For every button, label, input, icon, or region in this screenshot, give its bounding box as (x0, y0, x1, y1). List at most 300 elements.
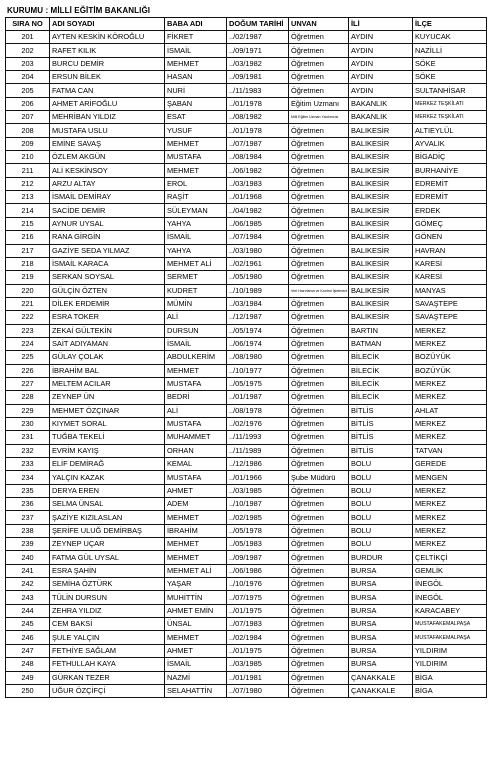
cell-baba-adi: İSMAİL (165, 337, 227, 350)
cell-ilce: GÖMEÇ (413, 217, 487, 230)
cell-adi-soyadi: YALÇIN KAZAK (50, 471, 165, 484)
cell-adi-soyadi: ESRA ŞAHİN (50, 564, 165, 577)
cell-unvan: Öğretmen (289, 297, 349, 310)
cell-dogum-tarihi: ../02/1976 (227, 417, 289, 430)
cell-ilce: MERKEZ (413, 484, 487, 497)
cell-unvan: Öğretmen (289, 351, 349, 364)
cell-ilce: YILDIRIM (413, 658, 487, 671)
cell-ilce: İNEGÖL (413, 578, 487, 591)
cell-ili: BALIKESİR (349, 257, 413, 270)
cell-baba-adi: MEHMET (165, 164, 227, 177)
cell-sira-no: 225 (6, 351, 50, 364)
cell-adi-soyadi: KIYMET SORAL (50, 417, 165, 430)
cell-unvan: Öğretmen (289, 538, 349, 551)
cell-ilce: MERKEZ (413, 538, 487, 551)
cell-ilce: GÖNEN (413, 231, 487, 244)
cell-sira-no: 231 (6, 431, 50, 444)
cell-ili: BİLECİK (349, 351, 413, 364)
cell-adi-soyadi: AYNUR UYSAL (50, 217, 165, 230)
cell-baba-adi: MEHMET (165, 137, 227, 150)
cell-sira-no: 208 (6, 124, 50, 137)
cell-unvan: Öğretmen (289, 31, 349, 44)
cell-ili: BİLECİK (349, 364, 413, 377)
cell-ili: BAKANLIK (349, 111, 413, 124)
cell-adi-soyadi: ESRA TOKER (50, 311, 165, 324)
cell-adi-soyadi: ERSUN BİLEK (50, 71, 165, 84)
cell-baba-adi: SÜLEYMAN (165, 204, 227, 217)
cell-ili: BURSA (349, 578, 413, 591)
table-row (6, 284, 487, 297)
cell-baba-adi: ABDULKERİM (165, 351, 227, 364)
cell-ilce: MERKEZ (413, 511, 487, 524)
table-row (6, 417, 487, 430)
cell-adi-soyadi: FATMA CAN (50, 84, 165, 97)
cell-ilce: ÇELTİKÇİ (413, 551, 487, 564)
cell-baba-adi: MEHMET ALİ (165, 564, 227, 577)
cell-adi-soyadi: MEHMET ÖZÇINAR (50, 404, 165, 417)
cell-adi-soyadi: MEHRİBAN YILDIZ (50, 111, 165, 124)
cell-dogum-tarihi: ../05/1974 (227, 324, 289, 337)
cell-unvan: Şube Müdürü (289, 471, 349, 484)
cell-dogum-tarihi: ../10/1989 (227, 284, 289, 297)
personnel-table (5, 17, 487, 698)
cell-adi-soyadi: SAİT ADIYAMAN (50, 337, 165, 350)
cell-ili: BURSA (349, 631, 413, 644)
cell-unvan: Öğretmen (289, 458, 349, 471)
cell-baba-adi: SELAHATTİN (165, 684, 227, 697)
cell-baba-adi: MÜMİN (165, 297, 227, 310)
cell-ilce: MERKEZ (413, 417, 487, 430)
cell-dogum-tarihi: ../02/1985 (227, 511, 289, 524)
table-row (6, 564, 487, 577)
cell-sira-no: 212 (6, 177, 50, 190)
cell-ili: BURSA (349, 618, 413, 631)
cell-adi-soyadi: MUSTAFA USLU (50, 124, 165, 137)
cell-baba-adi: ADEM (165, 498, 227, 511)
cell-dogum-tarihi: ../05/1978 (227, 524, 289, 537)
table-row (6, 404, 487, 417)
table-row (6, 97, 487, 110)
cell-sira-no: 223 (6, 324, 50, 337)
cell-adi-soyadi: İSMAİL KARACA (50, 257, 165, 270)
table-row (6, 311, 487, 324)
cell-sira-no: 245 (6, 618, 50, 631)
cell-sira-no: 240 (6, 551, 50, 564)
cell-baba-adi: HASAN (165, 71, 227, 84)
cell-sira-no: 244 (6, 604, 50, 617)
cell-adi-soyadi: GAZİYE SEDA YILMAZ (50, 244, 165, 257)
cell-unvan: Öğretmen (289, 151, 349, 164)
table-row (6, 458, 487, 471)
cell-sira-no: 219 (6, 271, 50, 284)
col-header-dogum-tarihi: DOĞUM TARİHİ (227, 18, 289, 31)
cell-unvan: Öğretmen (289, 684, 349, 697)
cell-unvan: Öğretmen (289, 71, 349, 84)
cell-sira-no: 235 (6, 484, 50, 497)
cell-sira-no: 216 (6, 231, 50, 244)
cell-ili: BİTLİS (349, 444, 413, 457)
cell-ilce: MERKEZ (413, 324, 487, 337)
cell-adi-soyadi: CEM BAKSİ (50, 618, 165, 631)
cell-ili: AYDIN (349, 44, 413, 57)
cell-ilce: TATVAN (413, 444, 487, 457)
cell-unvan: Öğretmen (289, 658, 349, 671)
cell-ilce: SAVAŞTEPE (413, 297, 487, 310)
cell-ili: BOLU (349, 498, 413, 511)
cell-dogum-tarihi: ../02/1961 (227, 257, 289, 270)
cell-adi-soyadi: GÜRKAN TEZER (50, 671, 165, 684)
cell-dogum-tarihi: ../03/1984 (227, 297, 289, 310)
table-row (6, 511, 487, 524)
cell-adi-soyadi: İSMAİL DEMİRAY (50, 191, 165, 204)
cell-sira-no: 205 (6, 84, 50, 97)
cell-dogum-tarihi: ../01/1968 (227, 191, 289, 204)
cell-dogum-tarihi: ../07/1980 (227, 684, 289, 697)
table-row (6, 471, 487, 484)
cell-dogum-tarihi: ../03/1980 (227, 244, 289, 257)
cell-ili: BALIKESİR (349, 151, 413, 164)
cell-adi-soyadi: ŞULE YALÇIN (50, 631, 165, 644)
cell-sira-no: 230 (6, 417, 50, 430)
table-row (6, 444, 487, 457)
cell-unvan: Öğretmen (289, 337, 349, 350)
table-row (6, 551, 487, 564)
cell-dogum-tarihi: ../03/1985 (227, 658, 289, 671)
cell-unvan: Öğretmen (289, 551, 349, 564)
cell-dogum-tarihi: ../08/1978 (227, 404, 289, 417)
cell-adi-soyadi: ŞAZİYE KIZILASLAN (50, 511, 165, 524)
table-row (6, 337, 487, 350)
cell-baba-adi: YAHYA (165, 244, 227, 257)
table-row (6, 151, 487, 164)
cell-baba-adi: MUHAMMET (165, 431, 227, 444)
cell-unvan: Öğretmen (289, 578, 349, 591)
cell-adi-soyadi: TUĞBA TEKELİ (50, 431, 165, 444)
cell-ili: BİLECİK (349, 377, 413, 390)
cell-ilce: MERKEZ (413, 337, 487, 350)
cell-ili: BURDUR (349, 551, 413, 564)
cell-ili: ÇANAKKALE (349, 671, 413, 684)
cell-baba-adi: İSMAİL (165, 44, 227, 57)
cell-ilce: KARACABEY (413, 604, 487, 617)
cell-unvan: Veri Hazırlama ve Kontrol İşletmeni (289, 284, 349, 297)
cell-dogum-tarihi: ../06/1974 (227, 337, 289, 350)
cell-adi-soyadi: RAFET KILIK (50, 44, 165, 57)
cell-ili: BİLECİK (349, 391, 413, 404)
cell-unvan: Öğretmen (289, 524, 349, 537)
table-row (6, 217, 487, 230)
cell-ilce: ERDEK (413, 204, 487, 217)
cell-adi-soyadi: ZEYNEP UÇAR (50, 538, 165, 551)
cell-ilce: KARESİ (413, 257, 487, 270)
cell-sira-no: 249 (6, 671, 50, 684)
cell-dogum-tarihi: ../06/1982 (227, 164, 289, 177)
cell-baba-adi: İSMAİL (165, 658, 227, 671)
cell-unvan: Öğretmen (289, 631, 349, 644)
cell-adi-soyadi: SERKAN SOYSAL (50, 271, 165, 284)
cell-ili: BURSA (349, 604, 413, 617)
cell-ilce: MERKEZ (413, 431, 487, 444)
cell-unvan: Öğretmen (289, 311, 349, 324)
cell-unvan: Öğretmen (289, 671, 349, 684)
cell-ili: BİTLİS (349, 417, 413, 430)
table-row (6, 124, 487, 137)
table-row (6, 204, 487, 217)
cell-dogum-tarihi: ../11/1983 (227, 84, 289, 97)
cell-adi-soyadi: FETHİYE SAĞLAM (50, 644, 165, 657)
cell-adi-soyadi: BURCU DEMİR (50, 57, 165, 70)
cell-baba-adi: MUSTAFA (165, 377, 227, 390)
cell-unvan: Öğretmen (289, 417, 349, 430)
cell-sira-no: 247 (6, 644, 50, 657)
table-row (6, 164, 487, 177)
table-row (6, 618, 487, 631)
cell-dogum-tarihi: ../01/1981 (227, 671, 289, 684)
cell-ili: BİTLİS (349, 404, 413, 417)
cell-ilce: BİGA (413, 671, 487, 684)
cell-ilce: BURHANİYE (413, 164, 487, 177)
cell-unvan: Öğretmen (289, 324, 349, 337)
table-row (6, 631, 487, 644)
cell-sira-no: 227 (6, 377, 50, 390)
cell-sira-no: 214 (6, 204, 50, 217)
cell-dogum-tarihi: ../03/1982 (227, 57, 289, 70)
cell-ilce: MERKEZ (413, 498, 487, 511)
cell-ilce: MUSTAFAKEMALPAŞA (413, 618, 487, 631)
cell-adi-soyadi: ZEKAİ GÜLTEKİN (50, 324, 165, 337)
cell-baba-adi: ÜNSAL (165, 618, 227, 631)
cell-dogum-tarihi: ../07/1987 (227, 137, 289, 150)
cell-baba-adi: YAŞAR (165, 578, 227, 591)
cell-unvan: Öğretmen (289, 498, 349, 511)
cell-sira-no: 248 (6, 658, 50, 671)
cell-unvan: Öğretmen (289, 511, 349, 524)
cell-ilce: AHLAT (413, 404, 487, 417)
col-header-ilce: İLÇE (413, 18, 487, 31)
header-row (6, 18, 487, 31)
cell-adi-soyadi: AHMET ARİFOĞLU (50, 97, 165, 110)
cell-unvan: Öğretmen (289, 191, 349, 204)
table-row (6, 377, 487, 390)
cell-adi-soyadi: FATMA GÜL UYSAL (50, 551, 165, 564)
cell-unvan: Eğitim Uzmanı (289, 97, 349, 110)
cell-ili: BARTIN (349, 324, 413, 337)
cell-baba-adi: AHMET (165, 484, 227, 497)
cell-ili: AYDIN (349, 71, 413, 84)
table-row (6, 324, 487, 337)
cell-dogum-tarihi: ../10/1987 (227, 498, 289, 511)
cell-baba-adi: MUSTAFA (165, 151, 227, 164)
cell-ili: BALIKESİR (349, 191, 413, 204)
cell-sira-no: 234 (6, 471, 50, 484)
cell-dogum-tarihi: ../12/1986 (227, 458, 289, 471)
cell-dogum-tarihi: ../12/1987 (227, 311, 289, 324)
col-header-ili: İLİ (349, 18, 413, 31)
cell-dogum-tarihi: ../01/1975 (227, 644, 289, 657)
cell-unvan: Öğretmen (289, 124, 349, 137)
cell-dogum-tarihi: ../08/1980 (227, 351, 289, 364)
cell-dogum-tarihi: ../01/1978 (227, 97, 289, 110)
cell-ili: BALIKESİR (349, 271, 413, 284)
cell-baba-adi: MEHMET (165, 631, 227, 644)
cell-unvan: Öğretmen (289, 444, 349, 457)
cell-baba-adi: ALİ (165, 404, 227, 417)
cell-unvan: Öğretmen (289, 177, 349, 190)
cell-dogum-tarihi: ../02/1987 (227, 31, 289, 44)
cell-ili: AYDIN (349, 84, 413, 97)
table-row (6, 271, 487, 284)
cell-ili: BALIKESİR (349, 297, 413, 310)
cell-unvan: Öğretmen (289, 217, 349, 230)
cell-unvan: Öğretmen (289, 604, 349, 617)
col-header-unvan: UNVAN (289, 18, 349, 31)
cell-sira-no: 222 (6, 311, 50, 324)
cell-adi-soyadi: DERYA EREN (50, 484, 165, 497)
cell-dogum-tarihi: ../09/1971 (227, 44, 289, 57)
table-row (6, 431, 487, 444)
cell-dogum-tarihi: ../01/1978 (227, 124, 289, 137)
cell-unvan: Milli Eğitim Uzman Yardımcısı (289, 111, 349, 124)
cell-ili: BALIKESİR (349, 231, 413, 244)
cell-ilce: BİGADİÇ (413, 151, 487, 164)
cell-ili: BATMAN (349, 337, 413, 350)
cell-sira-no: 243 (6, 591, 50, 604)
table-row (6, 538, 487, 551)
cell-ili: ÇANAKKALE (349, 684, 413, 697)
cell-unvan: Öğretmen (289, 244, 349, 257)
cell-ilce: İNEGÖL (413, 591, 487, 604)
cell-unvan: Öğretmen (289, 404, 349, 417)
cell-dogum-tarihi: ../07/1983 (227, 618, 289, 631)
table-row (6, 671, 487, 684)
cell-ilce: MUSTAFAKEMALPAŞA (413, 631, 487, 644)
cell-baba-adi: MEHMET (165, 551, 227, 564)
cell-ili: BOLU (349, 524, 413, 537)
table-row (6, 604, 487, 617)
cell-adi-soyadi: ALİ KESKİNSOY (50, 164, 165, 177)
cell-unvan: Öğretmen (289, 644, 349, 657)
cell-adi-soyadi: AYTEN KESKİN KÖROĞLU (50, 31, 165, 44)
cell-ilce: MENGEN (413, 471, 487, 484)
cell-dogum-tarihi: ../01/1975 (227, 604, 289, 617)
cell-baba-adi: AHMET EMİN (165, 604, 227, 617)
cell-ilce: SULTANHİSAR (413, 84, 487, 97)
cell-ilce: BOZÜYÜK (413, 351, 487, 364)
cell-dogum-tarihi: ../06/1985 (227, 217, 289, 230)
table-row (6, 524, 487, 537)
cell-adi-soyadi: ZEYNEP ÜN (50, 391, 165, 404)
cell-adi-soyadi: TÜLİN DURSUN (50, 591, 165, 604)
cell-ili: BALIKESİR (349, 137, 413, 150)
cell-sira-no: 228 (6, 391, 50, 404)
cell-unvan: Öğretmen (289, 391, 349, 404)
cell-dogum-tarihi: ../04/1982 (227, 204, 289, 217)
cell-ili: BOLU (349, 484, 413, 497)
table-row (6, 231, 487, 244)
cell-baba-adi: YAHYA (165, 217, 227, 230)
cell-sira-no: 201 (6, 31, 50, 44)
cell-unvan: Öğretmen (289, 364, 349, 377)
cell-baba-adi: MEHMET (165, 364, 227, 377)
cell-ili: BALIKESİR (349, 177, 413, 190)
cell-ili: BOLU (349, 538, 413, 551)
cell-ili: AYDIN (349, 57, 413, 70)
cell-baba-adi: BEDRİ (165, 391, 227, 404)
cell-ili: BURSA (349, 658, 413, 671)
cell-ili: BALIKESİR (349, 311, 413, 324)
cell-sira-no: 213 (6, 191, 50, 204)
table-row (6, 111, 487, 124)
cell-dogum-tarihi: ../09/1981 (227, 71, 289, 84)
cell-sira-no: 237 (6, 511, 50, 524)
table-row (6, 177, 487, 190)
table-row (6, 31, 487, 44)
cell-ilce: MERKEZ (413, 391, 487, 404)
cell-dogum-tarihi: ../05/1983 (227, 538, 289, 551)
cell-unvan: Öğretmen (289, 377, 349, 390)
cell-adi-soyadi: DİLEK ERDEMİR (50, 297, 165, 310)
cell-ili: BALIKESİR (349, 284, 413, 297)
cell-baba-adi: MUSTAFA (165, 471, 227, 484)
cell-baba-adi: ALİ (165, 311, 227, 324)
cell-ilce: BOZÜYÜK (413, 364, 487, 377)
cell-sira-no: 233 (6, 458, 50, 471)
cell-baba-adi: FİKRET (165, 31, 227, 44)
table-row (6, 297, 487, 310)
cell-sira-no: 206 (6, 97, 50, 110)
cell-dogum-tarihi: ../06/1986 (227, 564, 289, 577)
cell-baba-adi: NAZMİ (165, 671, 227, 684)
cell-unvan: Öğretmen (289, 137, 349, 150)
institution-heading: KURUMU : MİLLİ EĞİTİM BAKANLIĞI (7, 6, 151, 15)
table-row (6, 578, 487, 591)
cell-dogum-tarihi: ../07/1975 (227, 591, 289, 604)
cell-dogum-tarihi: ../03/1983 (227, 177, 289, 190)
cell-baba-adi: KEMAL (165, 458, 227, 471)
table-row (6, 658, 487, 671)
cell-sira-no: 232 (6, 444, 50, 457)
table-row (6, 57, 487, 70)
table-row (6, 84, 487, 97)
col-header-baba-adi: BABA ADI (165, 18, 227, 31)
cell-ili: BALIKESİR (349, 124, 413, 137)
cell-adi-soyadi: RANA GİRGİN (50, 231, 165, 244)
cell-ili: BOLU (349, 471, 413, 484)
cell-ili: BURSA (349, 644, 413, 657)
cell-unvan: Öğretmen (289, 84, 349, 97)
cell-adi-soyadi: ÖZLEM AKGÜN (50, 151, 165, 164)
cell-unvan: Öğretmen (289, 257, 349, 270)
cell-unvan: Öğretmen (289, 231, 349, 244)
cell-sira-no: 236 (6, 498, 50, 511)
cell-baba-adi: DURSUN (165, 324, 227, 337)
cell-unvan: Öğretmen (289, 618, 349, 631)
cell-ilce: BİGA (413, 684, 487, 697)
cell-ilce: EDREMİT (413, 177, 487, 190)
cell-ili: BAKANLIK (349, 97, 413, 110)
cell-adi-soyadi: ŞERİFE ULUĞ DEMİRBAŞ (50, 524, 165, 537)
table-row (6, 498, 487, 511)
cell-sira-no: 224 (6, 337, 50, 350)
table-row (6, 644, 487, 657)
cell-dogum-tarihi: ../08/1984 (227, 151, 289, 164)
col-header-sira-no: SIRA NO (6, 18, 50, 31)
cell-dogum-tarihi: ../09/1987 (227, 551, 289, 564)
table-row (6, 44, 487, 57)
cell-adi-soyadi: MELTEM ACILAR (50, 377, 165, 390)
cell-baba-adi: RAŞİT (165, 191, 227, 204)
table-row (6, 137, 487, 150)
